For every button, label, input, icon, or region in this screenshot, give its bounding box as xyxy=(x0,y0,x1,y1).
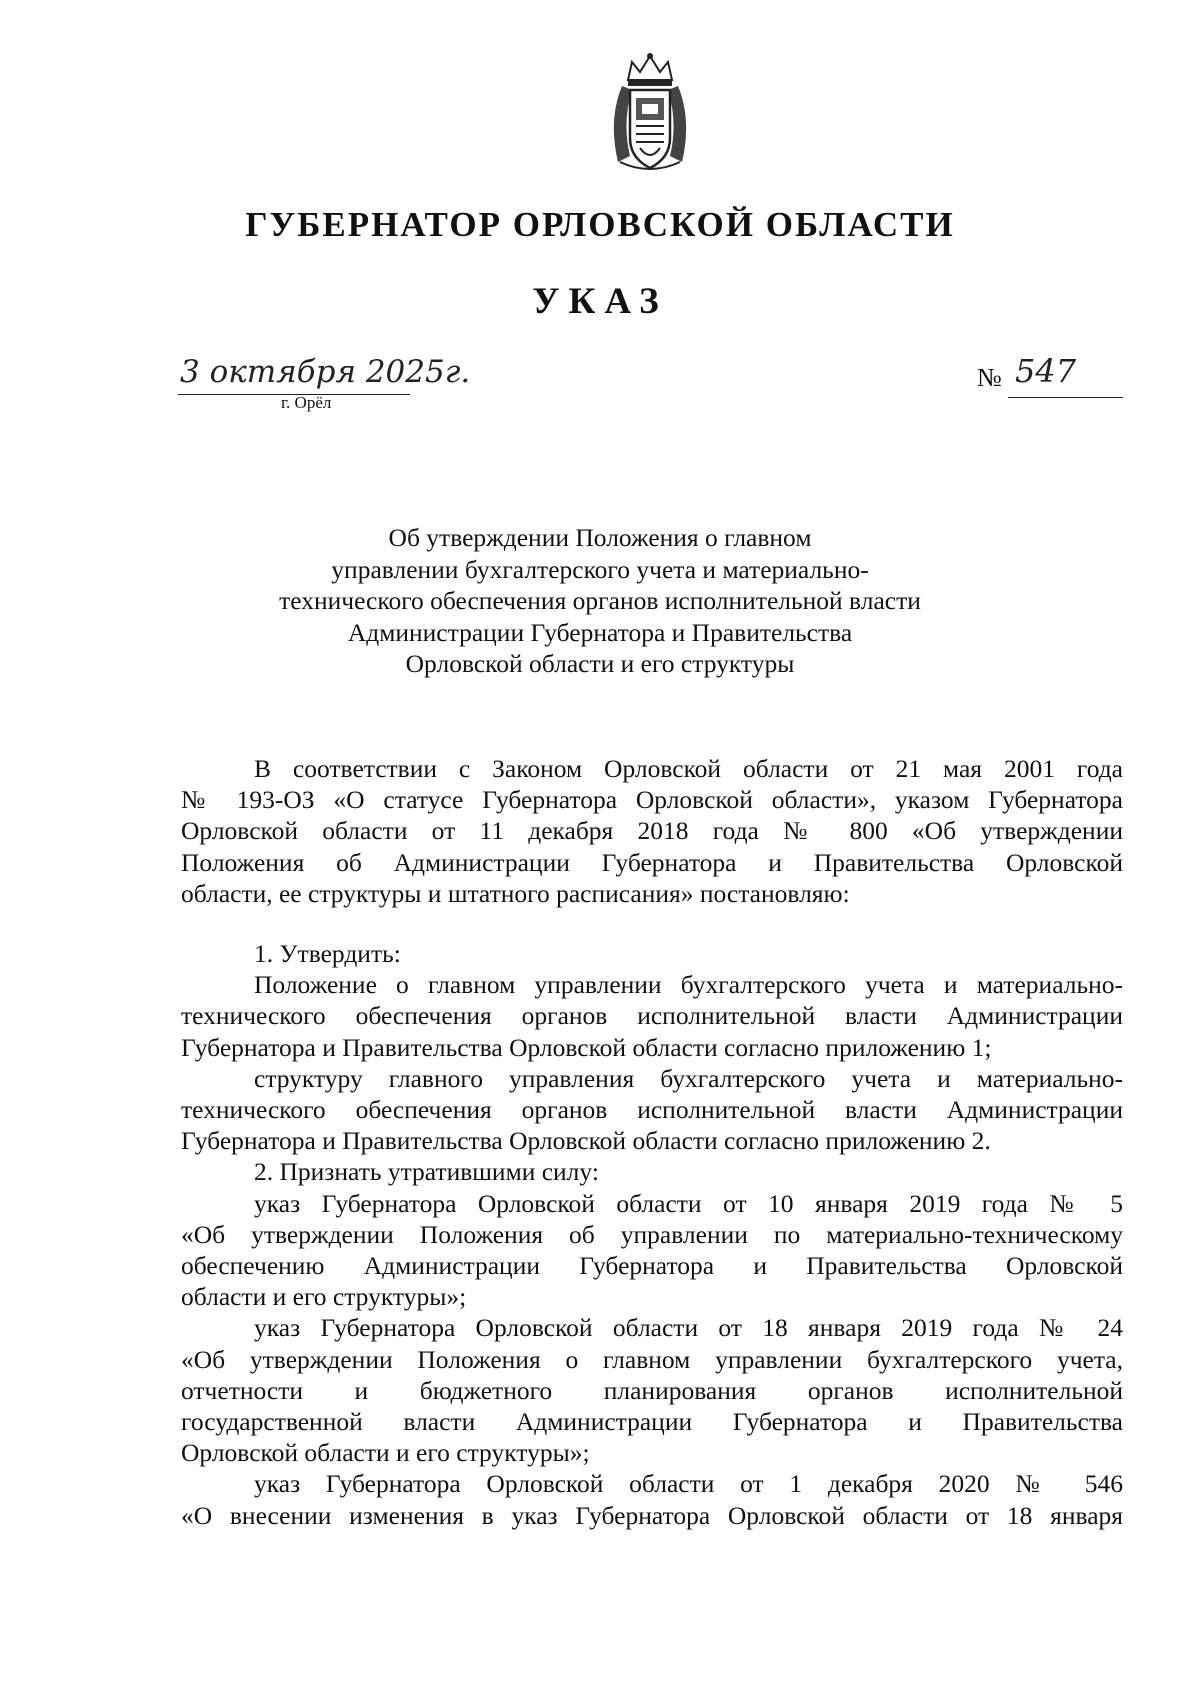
item-1a-line: Положение о главном управлении бухгалтерского учета и материально- xyxy=(254,970,1123,1000)
item-2b-line: отчетности и бюджетного планирования органов исполнительной xyxy=(181,1375,1123,1405)
handwritten-number: 547 xyxy=(1015,352,1077,390)
preamble-line: Положения об Администрации Губернатора и Правительства Орловской xyxy=(181,847,1123,877)
item-1a-line: Губернатора и Правительства Орловской области согласно приложению 1; xyxy=(181,1032,992,1062)
item-2b-line: Орловской области и его структуры»; xyxy=(181,1438,590,1468)
document-body xyxy=(181,753,1123,1531)
item-1b-line: структуру главного управления бухгалтерского учета и материально- xyxy=(254,1063,1123,1093)
issuer-title: ГУБЕРНАТОР ОРЛОВСКОЙ ОБЛАСТИ xyxy=(245,205,955,244)
number-underline xyxy=(1008,397,1123,398)
item-2c-line: указ Губернатора Орловской области от 1 декабря 2020 № 546 xyxy=(254,1469,1123,1499)
item-2-heading: 2. Признать утратившими силу: xyxy=(254,1157,599,1187)
title-line: Орловской области и его структуры xyxy=(405,649,795,678)
item-2b-line: «Об утверждении Положения о главном управлении бухгалтерского учета, xyxy=(181,1344,1123,1374)
handwritten-date: 3 октября 2025г. xyxy=(180,354,471,390)
title-line: Об утверждении Положения о главном xyxy=(388,523,812,552)
preamble-line: № 193-ОЗ «О статусе Губернатора Орловской области», указом Губернатора xyxy=(181,785,1123,815)
item-1a-line: технического обеспечения органов исполнительной власти Администрации xyxy=(181,1001,1123,1031)
number-label: № xyxy=(977,363,1002,392)
item-2a-line: области и его структуры»; xyxy=(181,1282,467,1312)
item-2a-line: «Об утверждении Положения об управлении по материально-техническому xyxy=(181,1219,1123,1249)
document-type: УКАЗ xyxy=(532,281,668,322)
title-line: технического обеспечения органов исполнительной власти xyxy=(279,586,921,615)
preamble-line: Орловской области от 11 декабря 2018 года № 800 «Об утверждении xyxy=(181,816,1123,846)
item-2a-line: обеспечению Администрации Губернатора и Правительства Орловской xyxy=(181,1251,1123,1281)
item-1b-line: Губернатора и Правительства Орловской области согласно приложению 2. xyxy=(181,1126,991,1156)
preamble-line: В соответствии с Законом Орловской области от 21 мая 2001 года xyxy=(254,754,1123,783)
item-2a-line: указ Губернатора Орловской области от 10 января 2019 года № 5 xyxy=(254,1188,1123,1218)
coat-of-arms-icon xyxy=(600,50,700,176)
preamble-line: области, ее структуры и штатного расписания» постановляю: xyxy=(181,878,850,908)
city-label: г. Орёл xyxy=(281,393,332,412)
item-1b-line: технического обеспечения органов исполнительной власти Администрации xyxy=(181,1095,1123,1125)
item-2b-line: указ Губернатора Орловской области от 18 января 2019 года № 24 xyxy=(254,1313,1123,1343)
item-1-heading: 1. Утвердить: xyxy=(254,939,401,969)
document-title xyxy=(200,522,1000,680)
item-2b-line: государственной власти Администрации Губернатора и Правительства xyxy=(181,1407,1123,1437)
title-line: управлении бухгалтерского учета и материально- xyxy=(331,554,869,584)
date-underline-extension xyxy=(330,394,410,395)
item-2c-line: «О внесении изменения в указ Губернатора Орловской области от 18 января xyxy=(181,1500,1123,1530)
title-line: Администрации Губернатора и Правительства xyxy=(347,617,853,647)
